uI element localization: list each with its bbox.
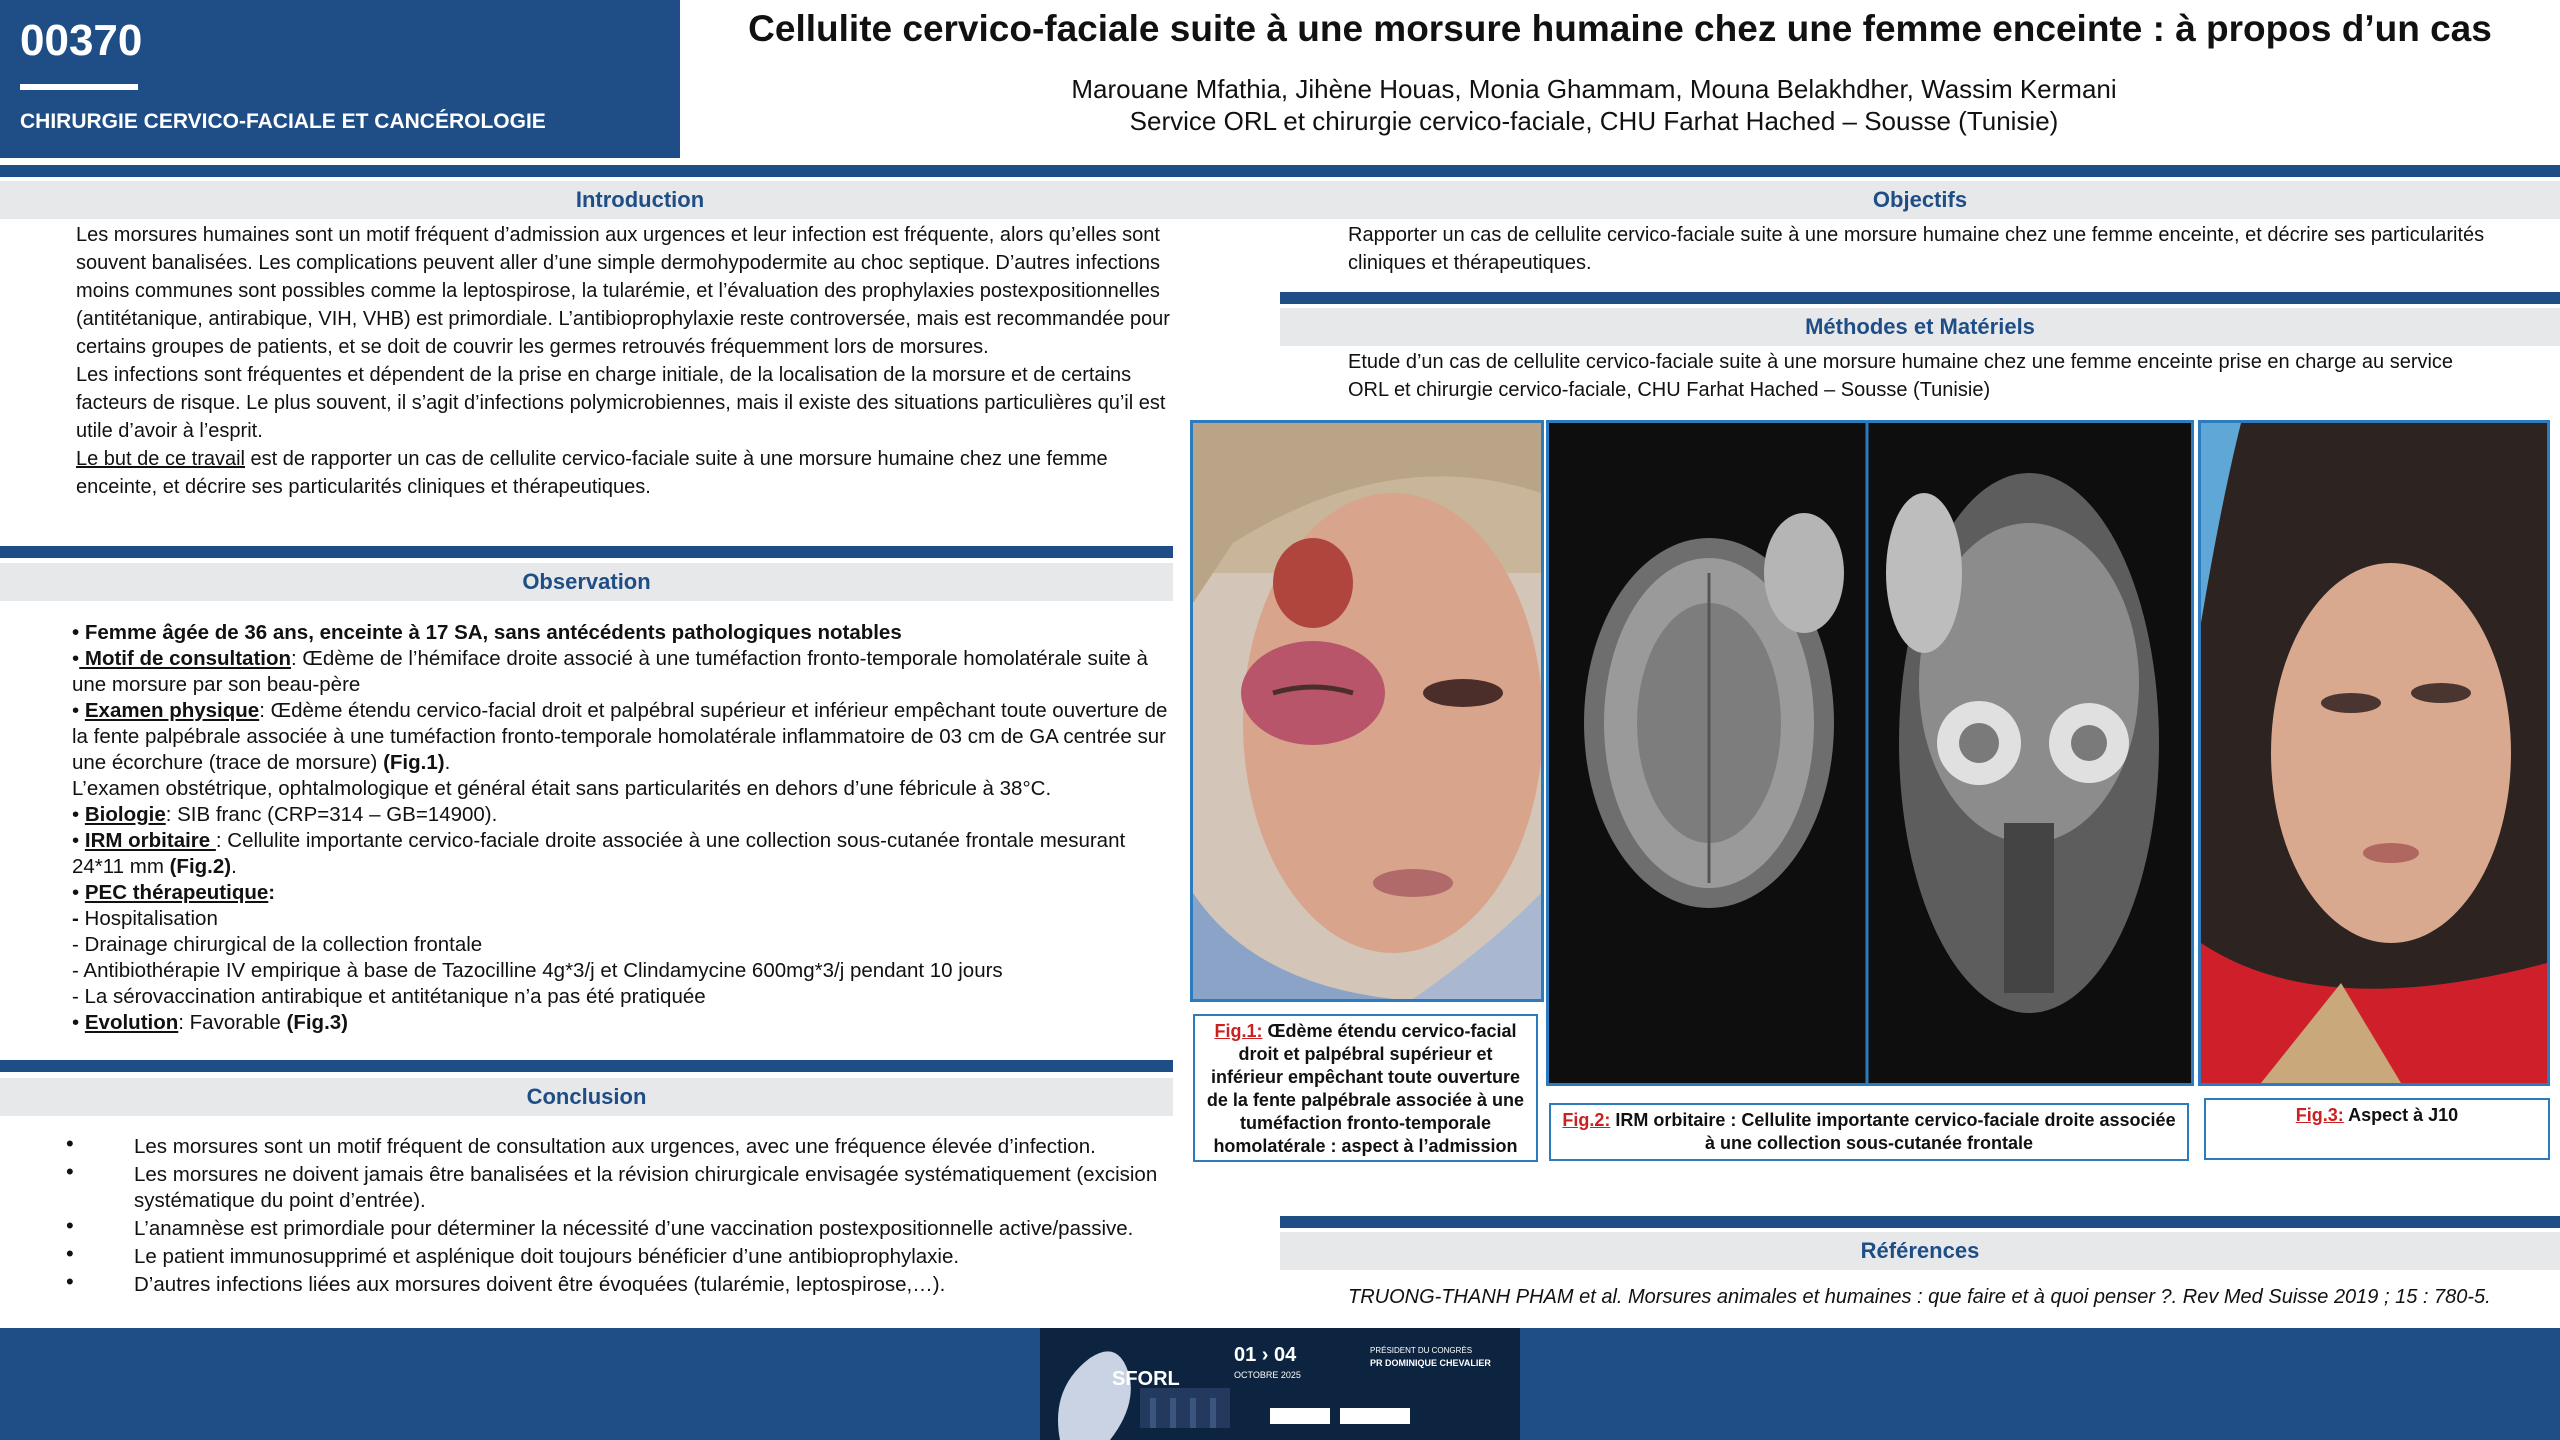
obs-exam-label: Examen physique bbox=[84, 699, 260, 722]
bullet: • bbox=[72, 1011, 85, 1034]
congress-month: OCTOBRE 2025 bbox=[1234, 1370, 1301, 1380]
methodes-divider bbox=[1280, 292, 2560, 304]
abstract-code: 00370 bbox=[20, 16, 143, 65]
congress-dates: 01 › 04 bbox=[1234, 1344, 1297, 1366]
conclusion-item: • Les morsures sont un motif fréquent de consultation aux urgences, avec une fréquence élevée d’infection. bbox=[62, 1134, 1162, 1160]
president-label: PRÉSIDENT DU CONGRÈS bbox=[1370, 1346, 1473, 1355]
conclusion-item: • L’anamnèse est primordiale pour déterminer la nécessité d’une vaccination postexpositionnelle active/passive. bbox=[62, 1216, 1162, 1242]
intro-paragraph-2: Les infections sont fréquentes et dépendent de la prise en charge initiale, de la localisation de la morsure et de certains facteurs de risque. Le plus souvent, il s’agit d’infections polymicrobiennes, mais il existe des situations particulières qu’il est utile d’avoir à l’esprit. bbox=[76, 364, 1166, 442]
figure-3-caption-text: Aspect à J10 bbox=[2343, 1105, 2459, 1125]
obs-evolution-figref: (Fig.3) bbox=[286, 1011, 349, 1034]
bullet: • bbox=[72, 699, 85, 722]
congress-banner bbox=[1040, 1328, 1520, 1440]
obs-motif-label: Motif de consultation bbox=[79, 647, 292, 670]
figure-1-caption bbox=[1193, 1014, 1538, 1162]
methodes-text: Etude d’un cas de cellulite cervico-faciale suite à une morsure humaine chez une femme enceinte prise en charge au service ORL et chirurgie cervico-faciale, CHU Farhat Hached – Sousse (Tunisie) bbox=[1348, 351, 2454, 401]
period: . bbox=[231, 855, 237, 878]
conclusion-list bbox=[62, 1134, 1162, 1300]
obs-drainage-line: - Drainage chirurgical de la collection frontale bbox=[72, 933, 483, 956]
conclusion-item: • Les morsures ne doivent jamais être banalisées et la révision chirurgicale envisagée systématiquement (excision systématique du point d’entrée). bbox=[62, 1162, 1162, 1214]
observation-divider bbox=[0, 546, 1173, 558]
obs-hospitalisation-line bbox=[72, 906, 1172, 932]
obs-evolution-label: Evolution bbox=[84, 1011, 179, 1034]
reference-entry: TRUONG-THANH PHAM et al. Morsures animales et humaines : que faire et à quoi penser ?. Rev Med Suisse 2019 ; 15 : 780-5. bbox=[1348, 1286, 2491, 1308]
figure-3-caption bbox=[2204, 1098, 2550, 1160]
references-divider bbox=[1280, 1216, 2560, 1228]
header-divider bbox=[0, 165, 2560, 177]
introduction-text bbox=[76, 221, 1176, 501]
objectifs-text: Rapporter un cas de cellulite cervico-faciale suite à une morsure humaine chez une femme enceinte, et décrire ses particularités cliniques et thérapeutiques. bbox=[1348, 224, 2485, 274]
obs-evolution-text: : Favorable bbox=[178, 1011, 287, 1034]
category-label: CHIRURGIE CERVICO-FACIALE ET CANCÉROLOGIE bbox=[20, 110, 546, 133]
mri-orbital-image bbox=[1549, 423, 2191, 1083]
bullet: • bbox=[72, 647, 80, 670]
obs-bio-line bbox=[72, 802, 1172, 828]
figure-2-caption-text: IRM orbitaire : Cellulite importante cervico-faciale droite associée à une collection sous-cutanée frontale bbox=[1610, 1110, 2176, 1153]
patient-j10-image bbox=[2201, 423, 2547, 1083]
obs-irm-line bbox=[72, 828, 1172, 880]
code-underline bbox=[20, 84, 138, 90]
references-heading: Références bbox=[1280, 1232, 2560, 1270]
obs-antibio-line: - Antibiothérapie IV empirique à base de Tazocilline 4g*3/j et Clindamycine 600mg*3/j pendant 10 jours bbox=[72, 959, 1003, 982]
obs-exam-line bbox=[72, 698, 1172, 776]
poster-affiliation: Service ORL et chirurgie cervico-faciale, CHU Farhat Hached – Sousse (Tunisie) bbox=[1129, 106, 2059, 136]
obs-irm-text: : Cellulite importante cervico-faciale droite associée à une collection sous-cutanée frontale mesurant 24*11 mm bbox=[72, 829, 1126, 878]
obs-exam-general-line: L’examen obstétrique, ophtalmologique et général était sans particularités en dehors d’une fébricule à 38°C. bbox=[72, 777, 1052, 800]
obs-vaccination-line: - La sérovaccination antirabique et antitétanique n’a pas été pratiquée bbox=[72, 985, 706, 1008]
obs-motif-line bbox=[72, 646, 1172, 698]
patient-admission-image bbox=[1193, 423, 1541, 999]
bullet: • bbox=[72, 803, 85, 826]
intro-paragraph-1: Les morsures humaines sont un motif fréquent d’admission aux urgences et leur infection est fréquente, alors qu’elles sont souvent banalisées. Les complications peuvent aller d’une simple dermohypodermite au choc septique. D’autres infections moins communes sont possibles comme la leptospirose, la tularémie, et l’évaluation des prophylaxies postexpositionnelles (antitétanique, antirabique, VIH, VHB) est primordiale. L’antibioprophylaxie reste controversée, mais est recommandée pour certains groupes de patients, et se doit de couvrir les germes retrouvés fréquemment lors de morsures. bbox=[76, 224, 1170, 358]
period: . bbox=[444, 751, 451, 774]
observation-heading: Observation bbox=[0, 563, 1173, 601]
colon: : bbox=[268, 881, 276, 904]
figure-3-photo bbox=[2198, 420, 2550, 1086]
obs-patient-line: • Femme âgée de 36 ans, enceinte à 17 SA, sans antécédents pathologiques notables bbox=[72, 621, 902, 644]
poster-title: Cellulite cervico-faciale suite à une morsure humaine chez une femme enceinte : à propos d’un cas bbox=[748, 8, 2492, 49]
observation-text bbox=[72, 620, 1172, 1036]
introduction-heading: Introduction bbox=[0, 181, 1280, 219]
figure-1-photo bbox=[1190, 420, 1544, 1002]
obs-pec-label: PEC thérapeutique bbox=[84, 881, 269, 904]
obs-irm-figref: (Fig.2) bbox=[169, 855, 232, 878]
obs-bio-label: Biologie bbox=[84, 803, 166, 826]
methodes-heading: Méthodes et Matériels bbox=[1280, 308, 2560, 346]
obs-exam-figref: (Fig.1) bbox=[383, 751, 445, 774]
bullet: • bbox=[72, 881, 85, 904]
figure-3-label: Fig.3: bbox=[2295, 1105, 2344, 1125]
dash: - bbox=[72, 907, 79, 930]
obs-evolution-line bbox=[72, 1010, 1172, 1036]
objectifs-heading: Objectifs bbox=[1280, 181, 2560, 219]
sforl-logo: SFORL bbox=[1112, 1368, 1180, 1390]
intro-paragraph-3 bbox=[76, 445, 1176, 501]
obs-bio-text: : SIB franc (CRP=314 – GB=14900). bbox=[165, 803, 498, 826]
bullet: • bbox=[72, 829, 85, 852]
obs-hospitalisation-text: Hospitalisation bbox=[78, 907, 218, 930]
figure-2-mri bbox=[1546, 420, 2194, 1086]
conclusion-item: • D’autres infections liées aux morsures doivent être évoquées (tularémie, leptospirose,…). bbox=[62, 1272, 1162, 1298]
conclusion-item: • Le patient immunosupprimé et asplénique doit toujours bénéficier d’une antibioprophylaxie. bbox=[62, 1244, 1162, 1270]
obs-exam-text: : Œdème étendu cervico-facial droit et palpébral supérieur et inférieur empêchant toute ouverture de la fente palpébrale associée à une tuméfaction fronto-temporale homolatérale inflammatoire de 03 cm de GA centrée sur une écorchure (trace de morsure) bbox=[72, 699, 1168, 774]
poster-authors: Marouane Mfathia, Jihène Houas, Monia Ghammam, Mouna Belakhdher, Wassim Kermani bbox=[1071, 74, 2117, 104]
obs-irm-label: IRM orbitaire bbox=[84, 829, 216, 852]
figure-2-label: Fig.2: bbox=[1562, 1110, 1611, 1130]
figure-1-label: Fig.1: bbox=[1214, 1021, 1263, 1041]
figure-1-caption-text: Œdème étendu cervico-facial droit et palpébral supérieur et inférieur empêchant toute ouverture de la fente palpébrale associée à une tuméfaction fronto-temporale homolatérale : aspect à l’admission bbox=[1206, 1021, 1525, 1156]
conclusion-heading: Conclusion bbox=[0, 1078, 1173, 1116]
obs-motif-text: : Œdème de l’hémiface droite associé à une tuméfaction fronto-temporale homolatérale suite à une morsure par son beau-père bbox=[72, 647, 1148, 696]
obs-pec-line bbox=[72, 880, 1172, 906]
conclusion-divider bbox=[0, 1060, 1173, 1072]
intro-aim-lead: Le but de ce travail bbox=[76, 448, 245, 470]
figure-2-caption bbox=[1549, 1103, 2189, 1161]
intro-aim-text: est de rapporter un cas de cellulite cervico-faciale suite à une morsure humaine chez une femme enceinte, et décrire ses particularités cliniques et thérapeutiques. bbox=[76, 448, 1108, 498]
congress-president: PR DOMINIQUE CHEVALIER bbox=[1370, 1358, 1491, 1368]
